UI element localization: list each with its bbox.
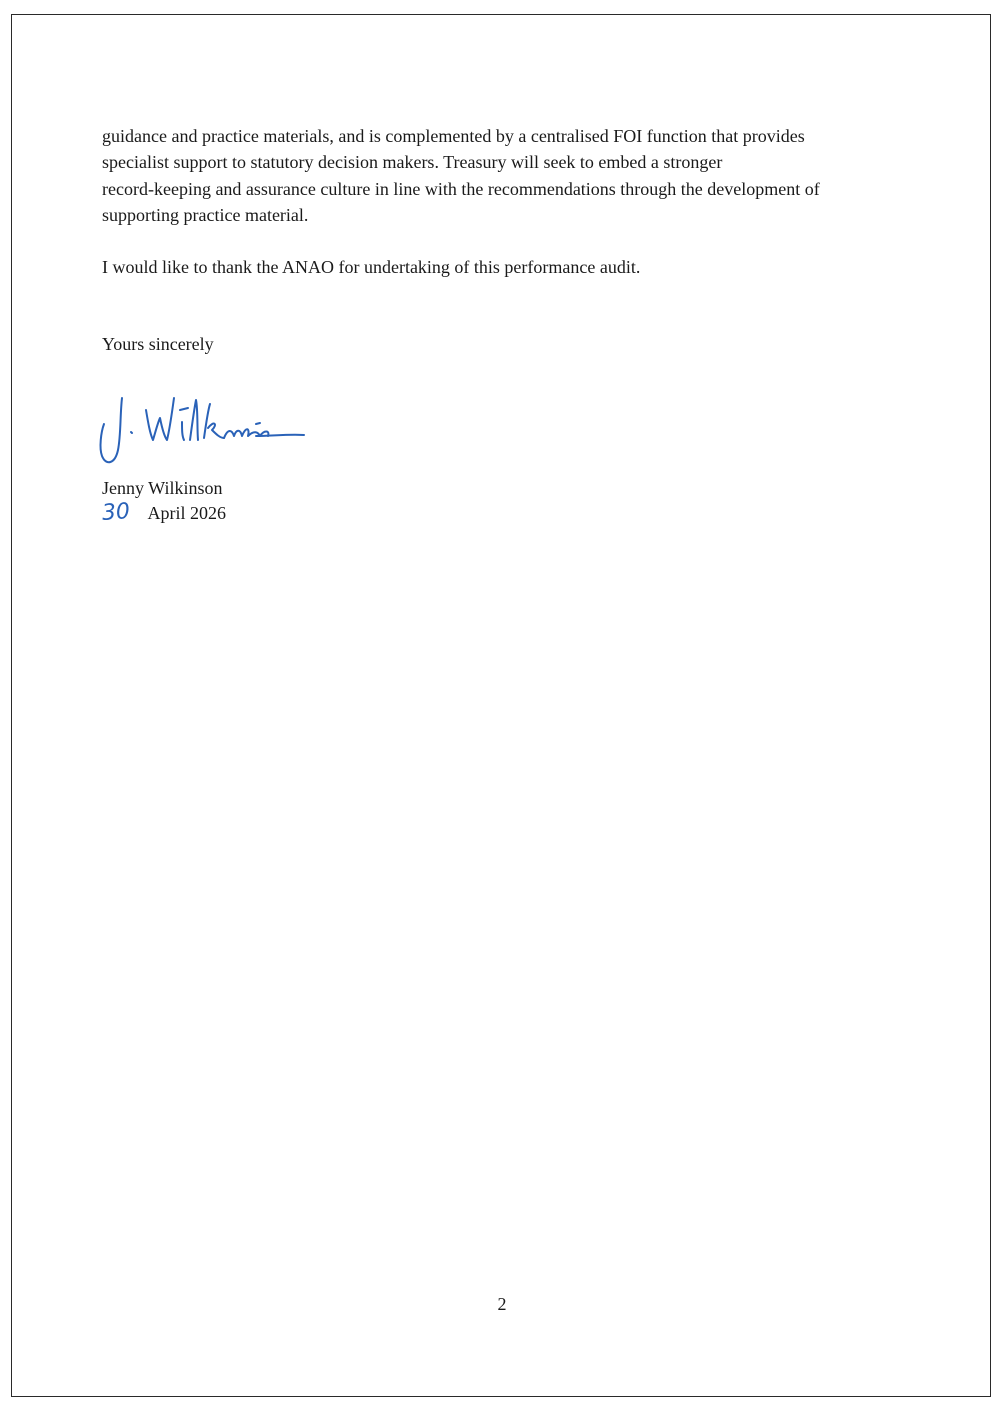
thanks-paragraph [102, 254, 640, 280]
paragraph-line: I would like to thank the ANAO for undertaking of this performance audit. [102, 257, 641, 277]
date-month-year: April 2026 [147, 503, 227, 523]
paragraph-line: record-keeping and assurance culture in line with the recommendations through the development of [102, 178, 820, 199]
signer-name: Jenny Wilkinson [102, 478, 223, 498]
date-line [102, 500, 226, 526]
handwritten-signature [96, 380, 316, 472]
page-number: 2 [497, 1294, 507, 1314]
body-paragraph [102, 123, 820, 228]
closing-salutation: Yours sincerely [102, 334, 214, 354]
paragraph-line: guidance and practice materials, and is complemented by a centralised FOI function that provides [102, 126, 805, 146]
paragraph-line: supporting practice material. [102, 204, 309, 225]
paragraph-line: specialist support to statutory decision makers. Treasury will seek to embed a stronger [102, 152, 723, 173]
handwritten-day: 30 [101, 499, 131, 526]
